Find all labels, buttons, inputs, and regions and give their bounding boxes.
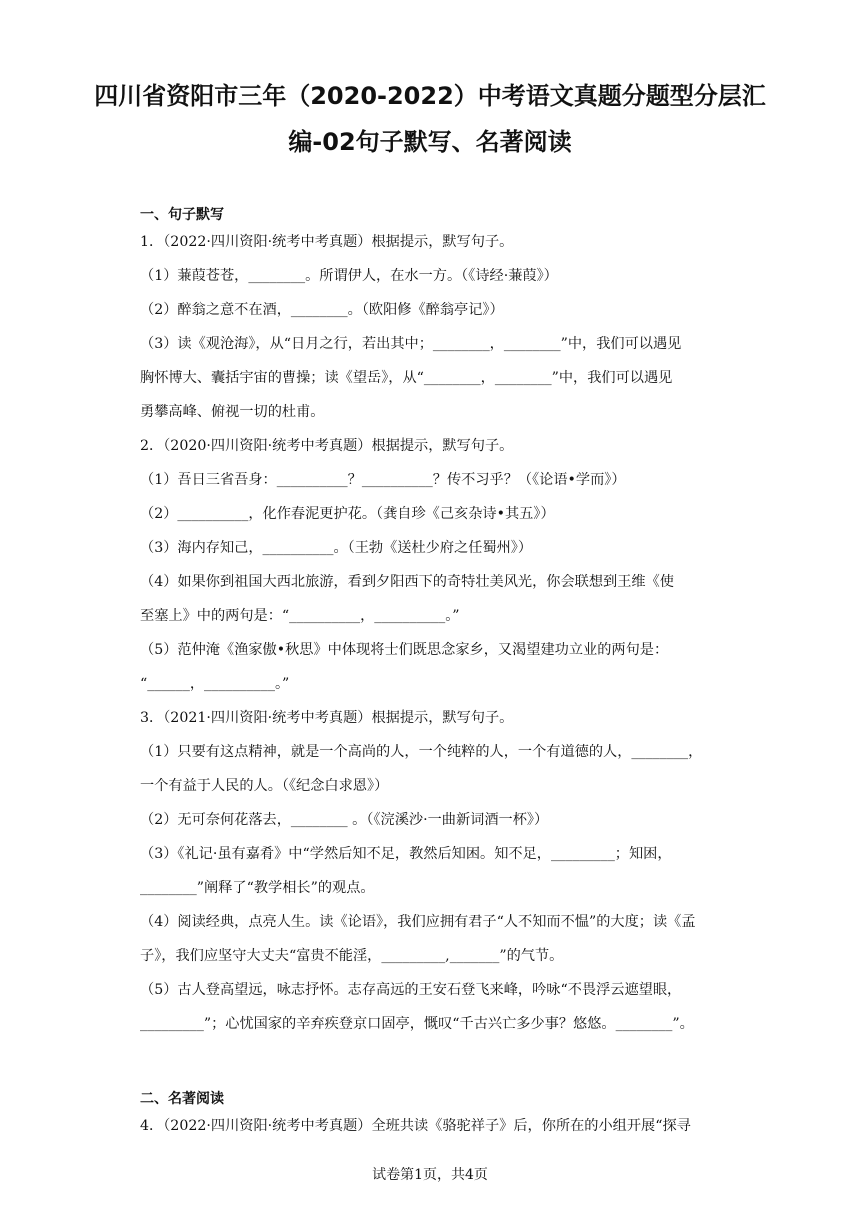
question-3-item-4-cont: 子》，我们应坚守大丈夫“富贵不能淫，_________,_______”的气节。 [140, 948, 564, 964]
question-3-item-3-cont: ________”阐释了“教学相长”的观点。 [140, 880, 375, 896]
question-4-stem: 4．（2022·四川资阳·统考中考真题）全班共读《骆驼祥子》后，你所在的小组开展“探寻 [140, 1118, 691, 1134]
question-2-item-4-cont: 至塞上》中的两句是：“__________，__________。” [140, 608, 460, 624]
question-3-item-1: （1）只要有这点精神，就是一个高尚的人，一个纯粹的人，一个有道德的人，________， [140, 744, 703, 760]
question-1-item-3-cont: 勇攀高峰、俯视一切的杜甫。 [140, 404, 325, 420]
question-3-item-5-cont: _________”；心忧国家的辛弃疾登京口固亭，慨叹“千古兴亡多少事？悠悠。________”。 [140, 1016, 694, 1032]
question-2-item-2: （2）__________，化作春泥更护花。（龚自珍《己亥杂诗•其五》） [140, 506, 555, 522]
question-3-stem: 3．（2021·四川资阳·统考中考真题）根据提示，默写句子。 [140, 710, 514, 726]
question-3-item-5: （5）古人登高望远，咏志抒怀。志存高远的王安石登飞来峰，吟咏“不畏浮云遮望眼， [140, 982, 682, 998]
document-title-line1: 四川省资阳市三年（2020-2022）中考语文真题分题型分层汇 [94, 82, 766, 110]
question-2-item-1: （1）吾日三省吾身：__________？__________？传不习乎？（《论语•学而》） [140, 472, 626, 488]
question-1-stem: 1．（2022·四川资阳·统考中考真题）根据提示，默写句子。 [140, 234, 514, 250]
question-1-item-3: （3）读《观沧海》，从“日月之行，若出其中；________，________”中，我们可以遇见 [140, 336, 682, 352]
question-3-item-4: （4）阅读经典，点亮人生。读《论语》，我们应拥有君子“人不知而不愠”的大度；读《孟 [140, 914, 696, 930]
question-3-item-3: （3）《礼记·虽有嘉肴》中“学然后知不足，教然后知困。知不足，_________；知困， [140, 846, 672, 862]
question-1-item-1: （1）蒹葭苍苍，________。所谓伊人，在水一方。（《诗经·蒹葭》） [140, 268, 558, 284]
question-3-item-2: （2）无可奈何花落去，________ 。（《浣溪沙·一曲新词酒一杯》） [140, 812, 549, 828]
question-2-item-4: （4）如果你到祖国大西北旅游，看到夕阳西下的奇特壮美风光，你会联想到王维《使 [140, 574, 674, 590]
question-2-item-5-cont: “______，__________。” [140, 676, 290, 692]
question-2-stem: 2．（2020·四川资阳·统考中考真题）根据提示，默写句子。 [140, 438, 514, 454]
question-2-item-5: （5）范仲淹《渔家傲•秋思》中体现将士们既思念家乡，又渴望建功立业的两句是： [140, 642, 669, 658]
section-heading-classic-reading: 二、名著阅读 [140, 1091, 224, 1107]
question-3-item-1-cont: 一个有益于人民的人。（《纪念白求恩》） [140, 778, 389, 794]
document-title-line2: 编-02句子默写、名著阅读 [288, 128, 572, 156]
section-heading-sentence-dictation: 一、句子默写 [140, 207, 224, 223]
question-1-item-2: （2）醉翁之意不在酒，________。（欧阳修《醉翁亭记》） [140, 302, 504, 318]
page-footer: 试卷第1页，共4页 [372, 1167, 488, 1183]
question-1-item-3-cont: 胸怀博大、囊括宇宙的曹操；读《望岳》，从“________，________”中，我们可以遇见 [140, 370, 673, 386]
question-2-item-3: （3）海内存知己，__________。（王勃《送杜少府之任蜀州》） [140, 540, 533, 556]
